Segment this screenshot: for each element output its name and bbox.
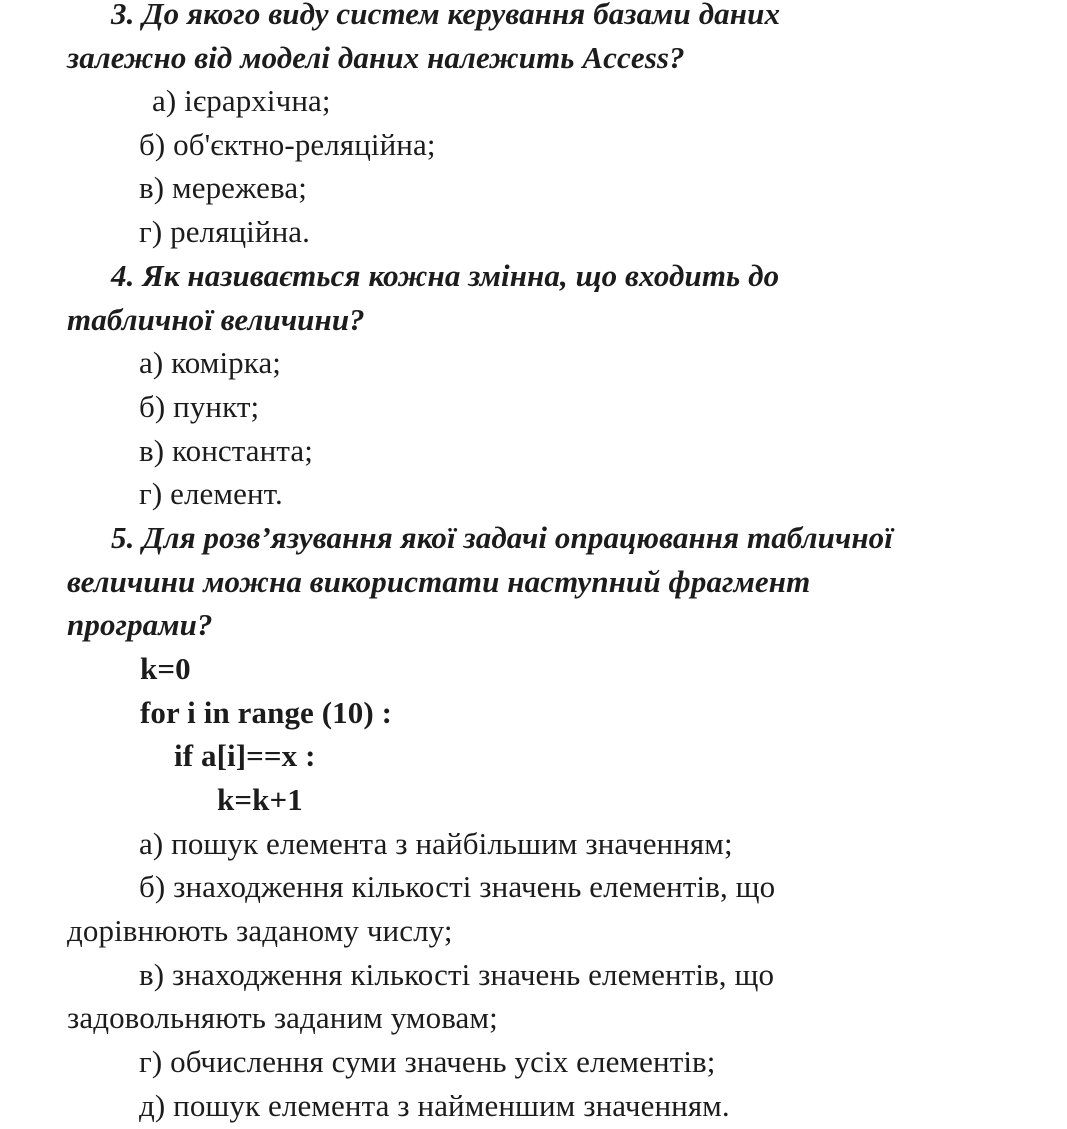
question-5-option-a: а) пошук елемента з найбільшим значенням; <box>139 826 733 861</box>
question-5-number: 5. <box>111 520 135 555</box>
question-4-text: Як називається кожна змінна, що входить до <box>142 258 780 293</box>
question-5-option-c-line-2: задовольняють заданим умовам; <box>67 1000 498 1035</box>
question-3-line-2: залежно від моделі даних належить Access? <box>67 40 685 75</box>
question-3-option-c: в) мережева; <box>139 170 307 205</box>
question-3-number: 3. <box>111 0 135 31</box>
code-line-3: if a[i]==x : <box>174 738 316 773</box>
question-4-option-c: в) константа; <box>139 433 313 468</box>
question-5-text: Для розв’язування якої задачі опрацювання табличної <box>142 520 893 555</box>
question-5-option-e: д) пошук елемента з найменшим значенням. <box>139 1088 730 1123</box>
question-3-option-a: а) ієрархічна; <box>152 83 331 118</box>
question-4-number: 4. <box>111 258 135 293</box>
question-3-option-d: г) реляційна. <box>139 214 310 249</box>
question-5-option-c-line-1: в) знаходження кількості значень елементів, що <box>139 957 775 992</box>
question-5-line-3: програми? <box>67 607 213 642</box>
question-4-option-b: б) пункт; <box>139 389 260 424</box>
question-3-line-1 <box>111 0 780 32</box>
question-4-line-1 <box>111 258 779 294</box>
question-4-line-2: табличної величини? <box>67 302 365 337</box>
question-5-option-d: г) обчислення суми значень усіх елементів; <box>139 1044 716 1079</box>
question-3-text: До якого виду систем керування базами даних <box>142 0 781 31</box>
question-5-line-1 <box>111 520 893 556</box>
question-3-option-b: б) об'єктно-реляційна; <box>139 127 436 162</box>
question-5-option-b-line-2: дорівнюють заданому числу; <box>67 913 453 948</box>
code-line-4: k=k+1 <box>217 782 303 817</box>
code-line-2: for i in range (10) : <box>140 695 393 730</box>
question-4-option-d: г) елемент. <box>139 476 283 511</box>
question-5-line-2: величини можна використати наступний фрагмент <box>67 564 811 599</box>
code-line-1: k=0 <box>140 651 191 686</box>
question-4-option-a: а) комірка; <box>139 345 282 380</box>
question-5-option-b-line-1: б) знаходження кількості значень елементів, що <box>139 869 776 904</box>
